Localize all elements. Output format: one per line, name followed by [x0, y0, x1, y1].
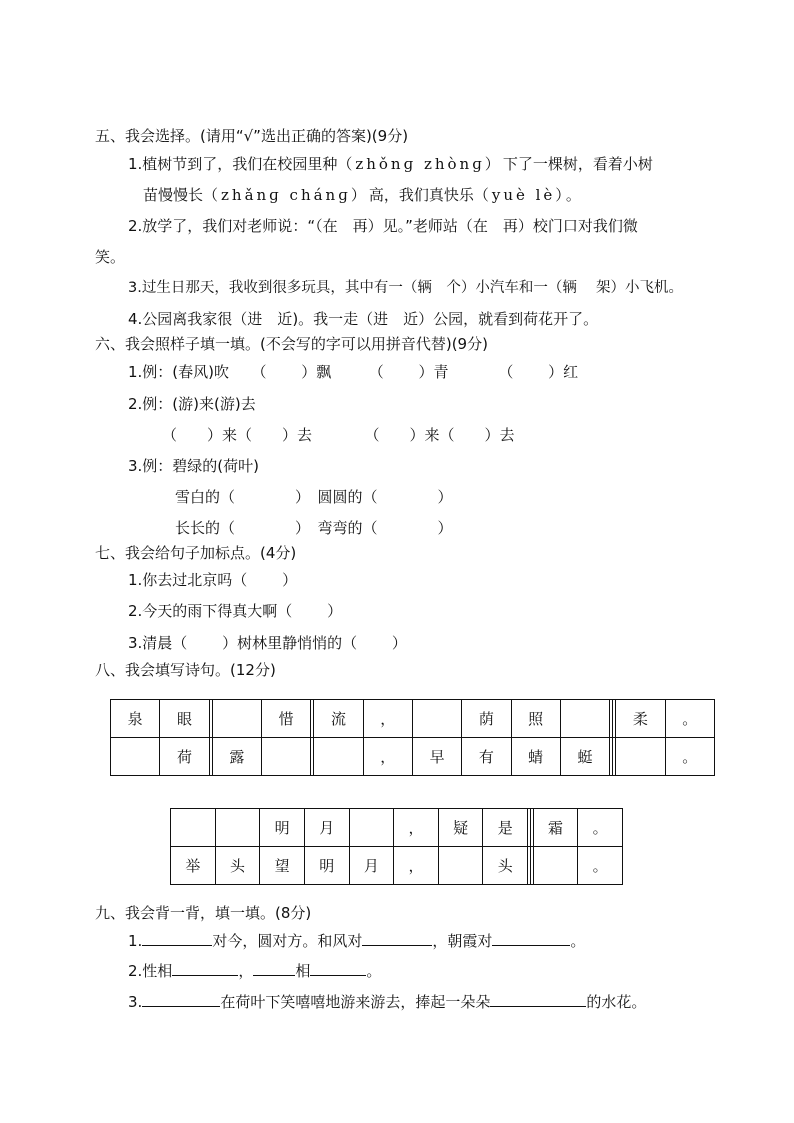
section-7-title: 七、我会给句子加标点。(4分) — [95, 544, 297, 562]
poem-char-cell: 荫 — [462, 700, 511, 738]
poem-char-cell: 霜 — [533, 809, 578, 847]
s7-q1: 1.你去过北京吗（ ） — [128, 571, 298, 589]
s5-q1b-mid: 高，我们真快乐 — [368, 186, 474, 204]
poem-blank-cell[interactable] — [171, 809, 216, 847]
poem-blank-cell[interactable] — [560, 700, 609, 738]
s9-q1-a: 对今，圆对方。和风对 — [212, 932, 363, 950]
poem-blank-cell[interactable] — [261, 738, 310, 776]
poem-char-cell: 望 — [260, 847, 305, 885]
poem-char-cell: 蜓 — [560, 738, 609, 776]
s5-q1b-pinyin1: （zhǎnɡ chánɡ） — [203, 186, 369, 204]
poem-char-cell: 举 — [171, 847, 216, 885]
poem-char-cell: 惜 — [261, 700, 310, 738]
s6-q2-fill: （ ）来（ ）去 （ ）来（ ）去 — [162, 426, 515, 444]
poem-char-cell: 早 — [412, 738, 461, 776]
poem-char-cell: 照 — [511, 700, 560, 738]
poem-char-cell: ， — [394, 809, 439, 847]
s6-q3: 3.例：碧绿的(荷叶) — [128, 457, 260, 475]
s5-q4: 4.公园离我家很（进 近)。我一走（进 近）公园，就看到荷花开了。 — [128, 310, 599, 328]
poem-char-cell: 眼 — [160, 700, 209, 738]
poem-char-cell: 是 — [483, 809, 528, 847]
poem-blank-cell[interactable] — [215, 809, 260, 847]
poem-char-cell: 有 — [462, 738, 511, 776]
s9-q2-end: 。 — [366, 962, 382, 980]
s9-q3-num: 3. — [128, 993, 143, 1011]
poem-blank-cell[interactable] — [314, 738, 363, 776]
poem-char-cell: 荷 — [160, 738, 209, 776]
fill-blank[interactable] — [142, 931, 212, 946]
poem-char-cell: 流 — [314, 700, 363, 738]
poem-char-cell: ， — [363, 738, 412, 776]
poem-blank-cell[interactable] — [412, 700, 461, 738]
poem-char-cell: 月 — [349, 847, 394, 885]
poem-blank-cell[interactable] — [616, 738, 665, 776]
poem-char-cell: 。 — [578, 809, 623, 847]
s9-q1-b: ，朝霞对 — [432, 932, 493, 950]
s6-q2: 2.例：(游)来(游)去 — [128, 395, 256, 413]
s5-q2-line2: 笑。 — [95, 248, 126, 266]
poem-char-cell: ， — [394, 847, 439, 885]
poem-row — [171, 847, 623, 885]
poem-char-cell: 。 — [665, 738, 714, 776]
s6-q3-row2: 长长的（ ） 弯弯的（ ） — [175, 519, 453, 537]
poem-blank-cell[interactable] — [111, 738, 160, 776]
s6-q3-row1: 雪白的（ ） 圆圆的（ ） — [175, 488, 453, 506]
poem-row — [111, 700, 715, 738]
section-5-title: 五、我会选择。(请用“√”选出正确的答案)(9分) — [95, 127, 409, 145]
fill-blank[interactable] — [172, 961, 238, 976]
poem-grid-1 — [110, 699, 715, 776]
s5-q1b-text: 苗慢慢长 — [143, 186, 204, 204]
s9-q3-end: 的水花。 — [586, 993, 647, 1011]
poem-blank-cell[interactable] — [212, 700, 261, 738]
poem-char-cell: 头 — [483, 847, 528, 885]
poem-char-cell: 明 — [304, 847, 349, 885]
s5-q1-line1 — [128, 154, 653, 174]
fill-blank[interactable] — [362, 931, 432, 946]
s5-q1-end: 下了一棵树，看着小树 — [502, 155, 653, 173]
fill-blank[interactable] — [490, 992, 586, 1007]
s5-q1-pinyin: （zhǒnɡ zhònɡ） — [337, 155, 503, 173]
s9-q2-a: ， — [238, 962, 254, 980]
poem-char-cell: 露 — [212, 738, 261, 776]
poem-blank-cell[interactable] — [349, 809, 394, 847]
fill-blank[interactable] — [310, 961, 366, 976]
fill-blank[interactable] — [492, 931, 570, 946]
fill-blank[interactable] — [142, 992, 220, 1007]
s9-q1-end: 。 — [570, 932, 586, 950]
section-8-title: 八、我会填写诗句。(12分) — [95, 661, 276, 679]
poem-blank-cell[interactable] — [438, 847, 483, 885]
s5-q3: 3.过生日那天，我收到很多玩具，其中有一（辆 个）小汽车和一（辆 架）小飞机。 — [128, 280, 683, 296]
s9-q2-b: 相 — [295, 962, 311, 980]
poem-row — [171, 809, 623, 847]
poem-char-cell: 蜻 — [511, 738, 560, 776]
poem-blank-cell[interactable] — [533, 847, 578, 885]
poem-char-cell: 疑 — [438, 809, 483, 847]
s5-q1-text: 1.植树节到了，我们在校园里种 — [128, 155, 338, 173]
poem-char-cell: 柔 — [616, 700, 665, 738]
section-9-title: 九、我会背一背，填一填。(8分) — [95, 904, 312, 922]
poem-char-cell: 泉 — [111, 700, 160, 738]
s9-q2 — [128, 961, 381, 981]
poem-char-cell: 头 — [215, 847, 260, 885]
s5-q1b-end: 。 — [565, 186, 581, 204]
s9-q3-a: 在荷叶下笑嘻嘻地游来游去，捧起一朵朵 — [220, 993, 491, 1011]
fill-blank[interactable] — [253, 961, 295, 976]
s9-q1 — [128, 931, 585, 951]
poem-char-cell: ， — [363, 700, 412, 738]
s7-q3: 3.清晨（ ）树林里静悄悄的（ ） — [128, 634, 407, 652]
s5-q1-line2 — [143, 185, 581, 205]
poem-char-cell: 。 — [665, 700, 714, 738]
poem-row — [111, 738, 715, 776]
s9-q3 — [128, 992, 646, 1012]
s9-q1-num: 1. — [128, 932, 143, 950]
poem-char-cell: 明 — [260, 809, 305, 847]
poem-char-cell: 。 — [578, 847, 623, 885]
s5-q1b-pinyin2: （yuè lè） — [473, 186, 566, 204]
s6-q1: 1.例：(春风)吹 （ ）飘 （ ）青 （ ）红 — [128, 363, 579, 381]
poem-grid-2 — [170, 808, 623, 885]
s7-q2: 2.今天的雨下得真大啊（ ） — [128, 602, 343, 620]
s9-q2-num: 2.性相 — [128, 962, 173, 980]
section-6-title: 六、我会照样子填一填。(不会写的字可以用拼音代替)(9分) — [95, 335, 488, 353]
poem-char-cell: 月 — [304, 809, 349, 847]
s5-q2-line1: 2.放学了，我们对老师说：“（在 再）见。”老师站（在 再）校门口对我们微 — [128, 217, 638, 235]
